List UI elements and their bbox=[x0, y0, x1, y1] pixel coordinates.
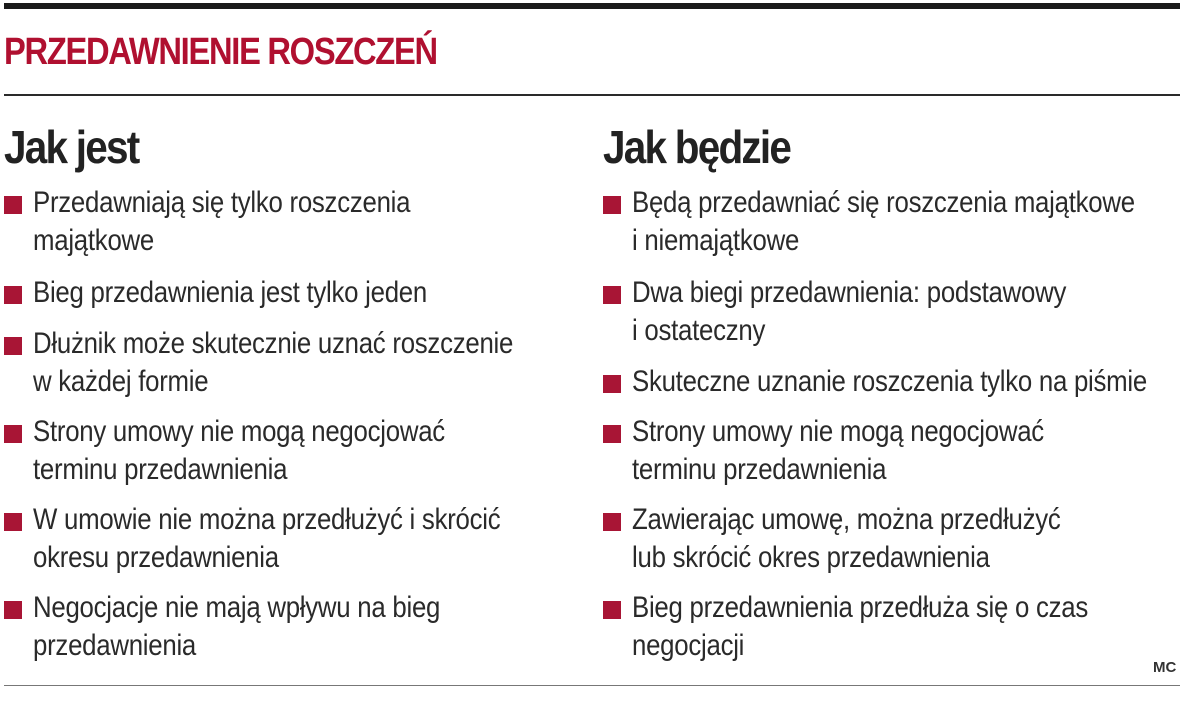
square-bullet-icon bbox=[4, 286, 22, 304]
source-credit: MC bbox=[1153, 659, 1177, 676]
list-item-text: Bieg przedawnienia jest tylko jeden bbox=[33, 276, 427, 309]
list-item-text: Przedawniają się tylko roszczenia majątkowe bbox=[33, 186, 411, 257]
current-state-column bbox=[4, 121, 574, 662]
list-item-text: Bieg przedawnienia przedłuża się o czas negocjacji bbox=[632, 591, 1089, 662]
list-item-text: W umowie nie można przedłużyć i skrócić okresu przedawnienia bbox=[33, 503, 501, 574]
title-divider bbox=[4, 94, 1180, 96]
square-bullet-icon bbox=[4, 196, 22, 214]
square-bullet-icon bbox=[603, 513, 621, 531]
square-bullet-icon bbox=[603, 425, 621, 443]
page-title: PRZEDAWNIENIE ROSZCZEŃ bbox=[4, 31, 437, 73]
future-state-column bbox=[603, 121, 1193, 662]
list-item-text: Będą przedawniać się roszczenia majątkowe i niemajątkowe bbox=[632, 186, 1135, 257]
square-bullet-icon bbox=[4, 513, 22, 531]
square-bullet-icon bbox=[4, 337, 22, 355]
list-item-text: Strony umowy nie mogą negocjować terminu przedawnienia bbox=[33, 415, 445, 486]
bottom-rule bbox=[4, 685, 1180, 686]
list-item-text: Negocjacje nie mają wpływu na bieg przedawnienia bbox=[33, 591, 441, 662]
current-state-heading: Jak jest bbox=[4, 121, 139, 173]
square-bullet-icon bbox=[4, 425, 22, 443]
square-bullet-icon bbox=[4, 601, 22, 619]
list-item-text: Strony umowy nie mogą negocjować terminu przedawnienia bbox=[632, 415, 1044, 486]
list-item-text: Dłużnik może skutecznie uznać roszczenie w każdej formie bbox=[33, 327, 514, 398]
list-item-text: Dwa biegi przedawnienia: podstawowy i ostateczny bbox=[632, 276, 1067, 347]
square-bullet-icon bbox=[603, 196, 621, 214]
list-item-text: Skuteczne uznanie roszczenia tylko na piśmie bbox=[632, 365, 1147, 398]
top-rule bbox=[4, 3, 1180, 9]
square-bullet-icon bbox=[603, 375, 621, 393]
list-item-text: Zawierając umowę, można przedłużyć lub skrócić okres przedawnienia bbox=[632, 503, 1061, 574]
square-bullet-icon bbox=[603, 601, 621, 619]
future-state-heading: Jak będzie bbox=[603, 121, 791, 173]
square-bullet-icon bbox=[603, 286, 621, 304]
